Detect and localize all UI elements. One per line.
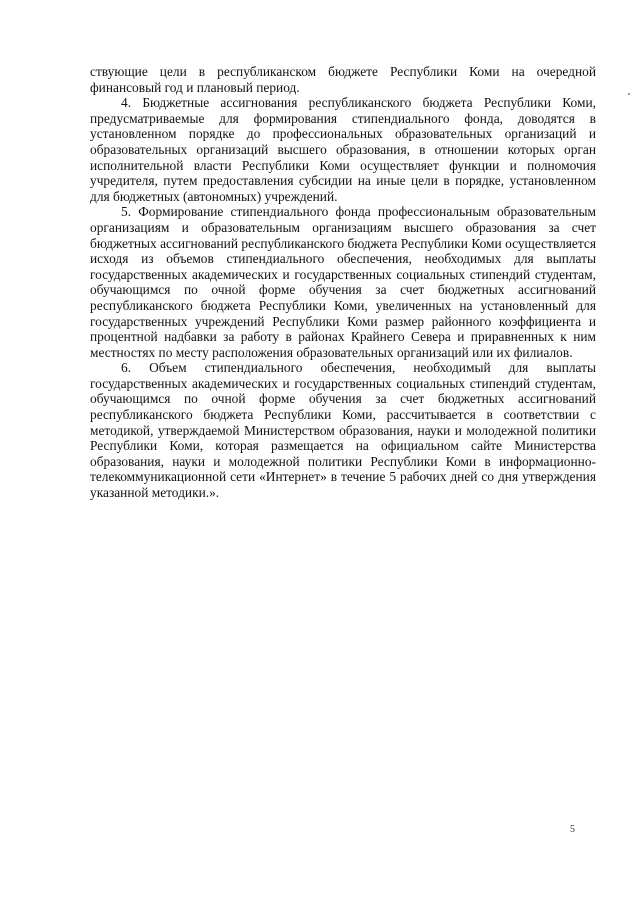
scan-speck	[628, 93, 630, 95]
paragraph-continuation: ствующие цели в республиканском бюджете Республики Коми на очередной финансовый год и плановый период.	[90, 64, 596, 95]
paragraph-item-4: 4. Бюджетные ассигнования республиканского бюджета Республики Коми, предусматриваемые для формирования стипендиального фонда, доводятся в установленном порядке до профессиональных образовательных организаций и образовательных организаций высшего образования, в отношении которых орган исполнительной власти Республики Коми осуществляет функции и полномочия учредителя, путем предоставления субсидии на иные цели в порядке, установленном для бюджетных (автономных) учреждений.	[90, 95, 596, 204]
document-body	[90, 64, 596, 501]
paragraph-item-6: 6. Объем стипендиального обеспечения, необходимый для выплаты государственных академических и государственных социальных стипендий студентам, обучающимся по очной форме обучения за счет бюджетных ассигнований республиканского бюджета Республики Коми, рассчитывается в соответствии с методикой, утверждаемой Министерством образования, науки и молодежной политики Республики Коми, которая размещается на официальном сайте Министерства образования, науки и молодежной политики Республики Коми в информационно-телекоммуникационной сети «Интернет» в течение 5 рабочих дней со дня утверждения указанной методики.».	[90, 360, 596, 501]
page-number: 5	[570, 824, 575, 835]
paragraph-item-5: 5. Формирование стипендиального фонда профессиональным образовательным организациям и образовательным организациям высшего образования за счет бюджетных ассигнований республиканского бюджета Республики Коми осуществляется исходя из объемов стипендиального обеспечения, необходимых для выплаты государственных академических и государственных социальных стипендий студентам, обучающимся по очной форме обучения за счет бюджетных ассигнований республиканского бюджета Республики Коми, увеличенных на установленный для государственных учреждений Республики Коми размер районного коэффициента и процентной надбавки за работу в районах Крайнего Севера и приравненных к ним местностях по месту расположения образовательных организаций или их филиалов.	[90, 204, 596, 360]
